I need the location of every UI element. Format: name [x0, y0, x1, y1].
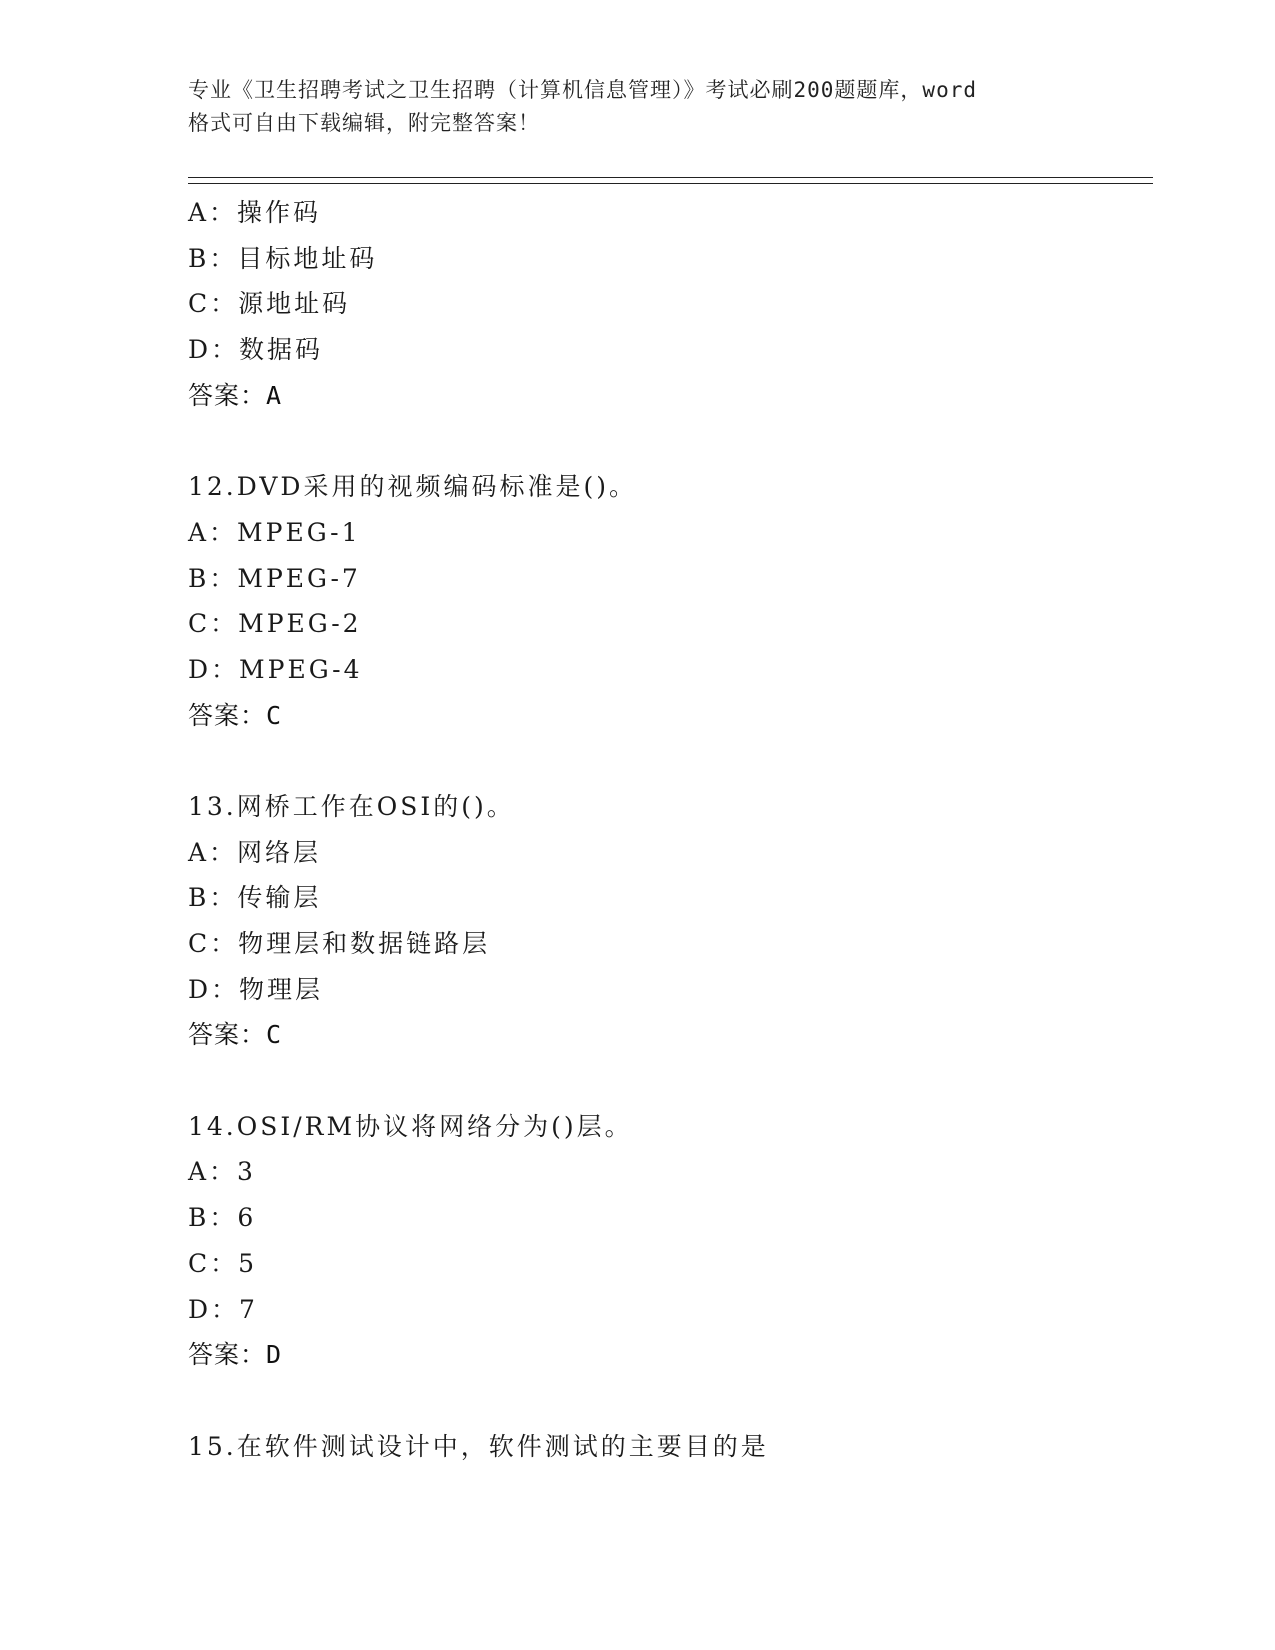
answer-line: 答案：C: [188, 700, 283, 730]
header-divider-bottom: [188, 183, 1153, 184]
option-b: B：6: [188, 1203, 257, 1233]
option-a: A：3: [188, 1157, 256, 1187]
question-13: [188, 784, 1153, 1058]
option-b: B：传输层: [188, 883, 322, 913]
answer-line: 答案：C: [188, 1020, 283, 1050]
header-divider-top: [188, 177, 1153, 178]
option-a: A：MPEG-1: [188, 517, 361, 547]
spacer: [188, 1378, 1153, 1424]
answer-line: 答案：D: [188, 1340, 283, 1370]
option-c: C：源地址码: [188, 289, 351, 319]
question-14: [188, 1104, 1153, 1378]
spacer: [188, 738, 1153, 784]
document-header: [188, 74, 1088, 140]
spacer: [188, 418, 1153, 464]
spacer: [188, 1058, 1153, 1104]
answer-line: 答案：A: [188, 380, 283, 410]
option-c: C：物理层和数据链路层: [188, 929, 491, 958]
question-12: [188, 464, 1153, 738]
header-line-2: 格式可自由下载编辑，附完整答案！: [188, 111, 540, 135]
question-prompt: 14.OSI/RM协议将网络分为()层。: [188, 1111, 633, 1141]
question-15: [188, 1424, 1153, 1470]
question-list: [188, 190, 1153, 1469]
header-line-1: 专业《卫生招聘考试之卫生招聘（计算机信息管理）》考试必刷200题题库，word: [188, 78, 977, 102]
option-a: A：操作码: [188, 198, 322, 227]
option-c: C：MPEG-2: [188, 609, 362, 639]
option-c: C：5: [188, 1248, 258, 1278]
option-d: D：7: [188, 1294, 258, 1324]
question-prompt: 15.在软件测试设计中，软件测试的主要目的是: [188, 1431, 769, 1461]
question-prompt: 12.DVD采用的视频编码标准是()。: [188, 472, 637, 502]
option-d: D：数据码: [188, 335, 324, 365]
option-a: A：网络层: [188, 837, 322, 867]
option-d: D：MPEG-4: [188, 654, 363, 684]
question-prompt: 13.网桥工作在OSI的()。: [188, 791, 515, 821]
option-d: D：物理层: [188, 974, 324, 1004]
option-b: B：目标地址码: [188, 243, 378, 273]
question-11: [188, 190, 1153, 418]
option-b: B：MPEG-7: [188, 563, 361, 593]
